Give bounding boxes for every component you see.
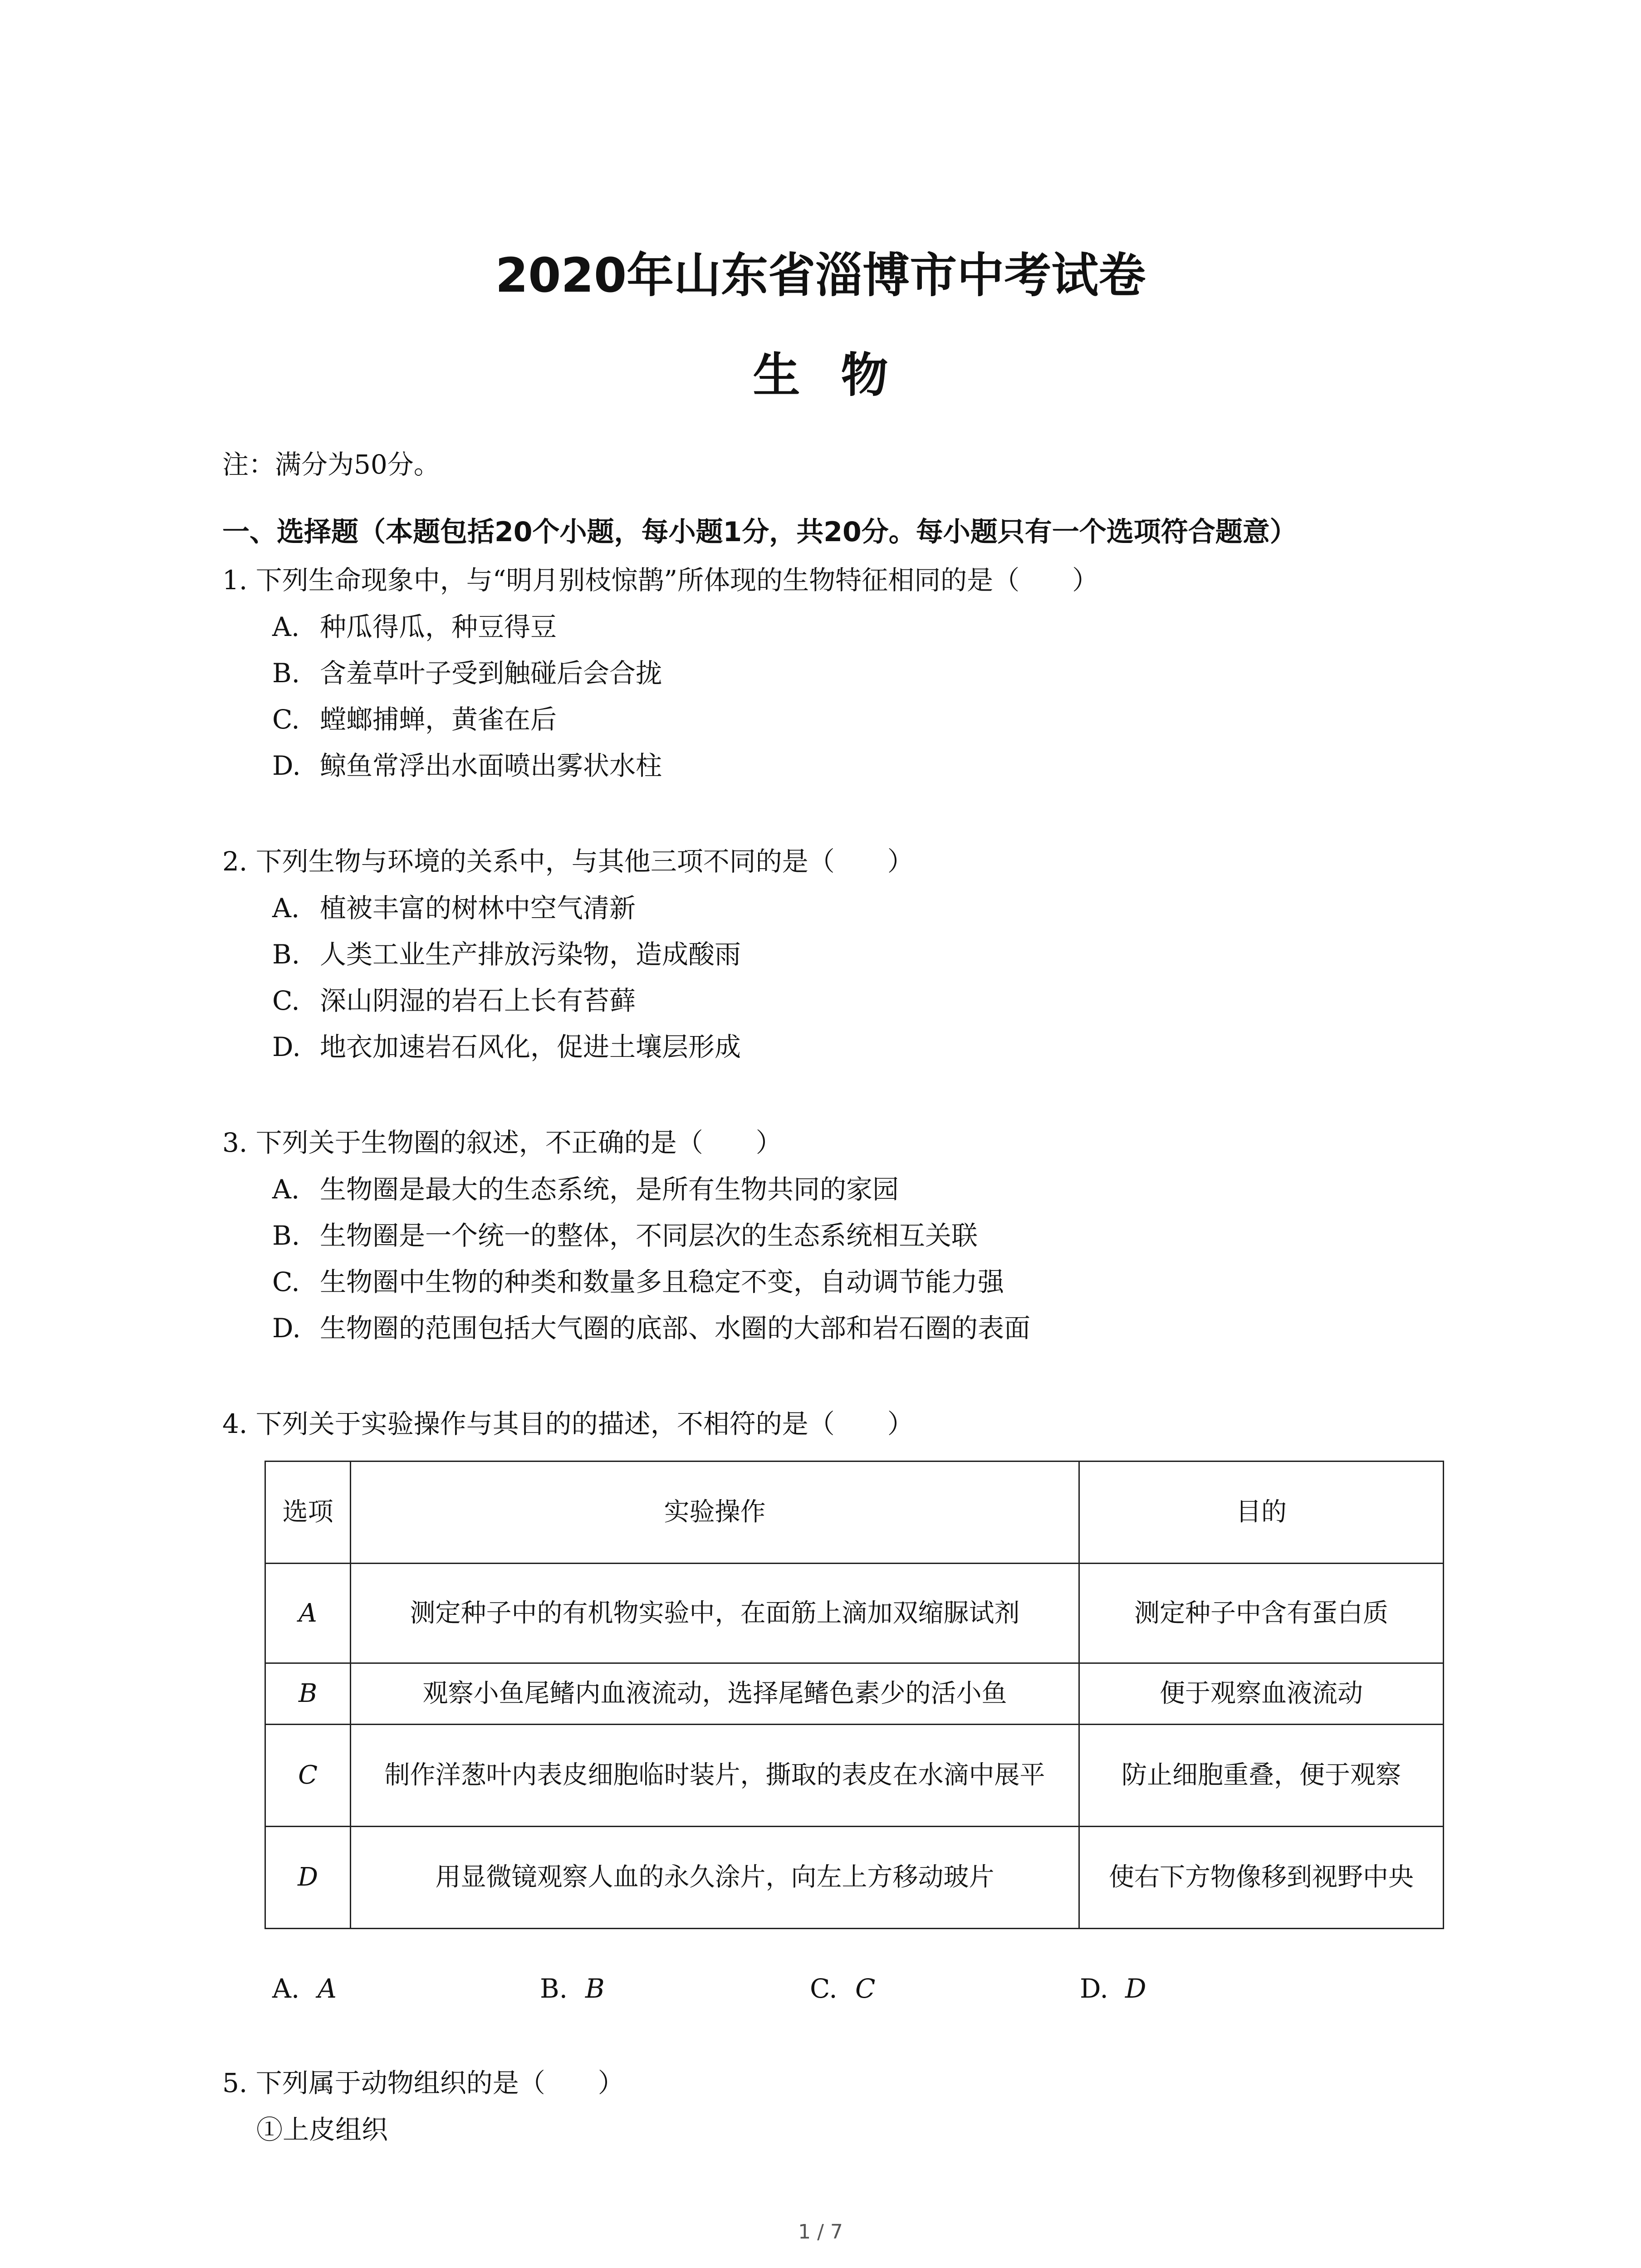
header-option: 选项 <box>265 1461 351 1564</box>
option-text: 螳螂捕蝉，黄雀在后 <box>320 704 557 735</box>
question-2-stem: 2. 下列生物与环境的关系中，与其他三项不同的是（ ） <box>222 846 914 877</box>
question-1-stem: 1. 下列生命现象中，与“明月别枝惊鹊”所体现的生物特征相同的是（ ） <box>222 565 1099 596</box>
choice-label: C. <box>810 1973 838 2004</box>
table-row <box>265 1663 1444 1725</box>
question-2-option-b <box>272 933 741 971</box>
page-number: 1 / 7 <box>798 2220 843 2244</box>
row-operation: 观察小鱼尾鳍内血液流动，选择尾鳍色素少的活小鱼 <box>351 1663 1079 1725</box>
choice-value: C <box>855 1973 876 2004</box>
option-text: 生物圈的范围包括大气圈的底部、水圈的大部和岩石圈的表面 <box>320 1313 1031 1344</box>
table-row <box>265 1564 1444 1663</box>
option-text: 人类工业生产排放污染物，造成酸雨 <box>320 939 741 970</box>
choice-value: D <box>1125 1973 1146 2004</box>
row-option: D <box>265 1827 351 1929</box>
option-label: A. <box>272 1174 300 1205</box>
question-3-option-c <box>272 1261 1004 1299</box>
choice-c <box>810 1973 875 2004</box>
option-label: C. <box>272 704 300 735</box>
option-text: 鲸鱼常浮出水面喷出雾状水柱 <box>320 750 662 781</box>
option-text: 生物圈是最大的生态系统，是所有生物共同的家园 <box>320 1174 899 1205</box>
question-3-option-a <box>272 1168 899 1206</box>
option-text: 生物圈中生物的种类和数量多且稳定不变，自动调节能力强 <box>320 1266 1004 1297</box>
row-option: C <box>265 1725 351 1827</box>
header-operation: 实验操作 <box>351 1461 1079 1564</box>
option-text: 地衣加速岩石风化，促进土壤层形成 <box>320 1031 741 1062</box>
row-option: A <box>265 1564 351 1663</box>
subject-title: 生物 <box>753 347 929 403</box>
question-2-option-a <box>272 887 636 925</box>
experiment-table <box>265 1461 1444 1929</box>
question-1-option-b <box>272 652 662 690</box>
exam-title: 2020年山东省淄博市中考试卷 <box>495 248 1146 303</box>
choice-b <box>540 1973 605 2004</box>
row-option: B <box>265 1663 351 1725</box>
option-label: D. <box>272 1031 301 1062</box>
question-2-option-c <box>272 979 636 1017</box>
question-1-option-a <box>272 606 557 644</box>
row-operation: 用显微镜观察人血的永久涂片，向左上方移动玻片 <box>351 1827 1079 1929</box>
table-header-row <box>265 1461 1444 1564</box>
option-label: C. <box>272 1266 300 1297</box>
option-label: A. <box>272 611 300 642</box>
question-3-option-d <box>272 1307 1030 1345</box>
choice-d <box>1080 1973 1146 2004</box>
question-5-item-1: ①上皮组织 <box>256 2114 388 2145</box>
option-text: 深山阴湿的岩石上长有苔藓 <box>320 985 636 1016</box>
score-note: 注：满分为50分。 <box>222 449 440 480</box>
header-purpose: 目的 <box>1079 1461 1443 1564</box>
choice-label: D. <box>1080 1973 1108 2004</box>
choice-label: B. <box>540 1973 568 2004</box>
option-label: C. <box>272 985 300 1016</box>
question-5-stem: 5. 下列属于动物组织的是（ ） <box>222 2068 624 2098</box>
row-operation: 制作洋葱叶内表皮细胞临时装片，撕取的表皮在水滴中展平 <box>351 1725 1079 1827</box>
option-label: B. <box>272 939 300 970</box>
option-text: 种瓜得瓜，种豆得豆 <box>320 611 557 642</box>
option-text: 生物圈是一个统一的整体，不同层次的生态系统相互关联 <box>320 1220 978 1251</box>
option-label: D. <box>272 1313 301 1344</box>
choice-value: B <box>585 1973 605 2004</box>
table-row <box>265 1827 1444 1929</box>
choice-a <box>272 1973 337 2004</box>
question-2-option-d <box>272 1026 741 1064</box>
question-1-option-c <box>272 698 557 736</box>
option-label: B. <box>272 658 300 689</box>
question-1-option-d <box>272 744 662 782</box>
option-label: A. <box>272 893 300 924</box>
row-purpose: 便于观察血液流动 <box>1079 1663 1443 1725</box>
row-purpose: 测定种子中含有蛋白质 <box>1079 1564 1443 1663</box>
section-heading: 一、选择题（本题包括20个小题，每小题1分，共20分。每小题只有一个选项符合题意） <box>222 516 1297 548</box>
table-row <box>265 1725 1444 1827</box>
choice-value: A <box>318 1973 337 2004</box>
question-4-stem: 4. 下列关于实验操作与其目的的描述，不相符的是（ ） <box>222 1408 914 1439</box>
choice-label: A. <box>272 1973 300 2004</box>
question-3-option-b <box>272 1214 978 1252</box>
option-label: D. <box>272 750 301 781</box>
question-3-stem: 3. 下列关于生物圈的叙述，不正确的是（ ） <box>222 1127 782 1158</box>
row-operation: 测定种子中的有机物实验中，在面筋上滴加双缩脲试剂 <box>351 1564 1079 1663</box>
row-purpose: 使右下方物像移到视野中央 <box>1079 1827 1443 1929</box>
row-purpose: 防止细胞重叠，便于观察 <box>1079 1725 1443 1827</box>
option-text: 含羞草叶子受到触碰后会合拢 <box>320 658 662 689</box>
option-label: B. <box>272 1220 300 1251</box>
option-text: 植被丰富的树林中空气清新 <box>320 893 636 924</box>
